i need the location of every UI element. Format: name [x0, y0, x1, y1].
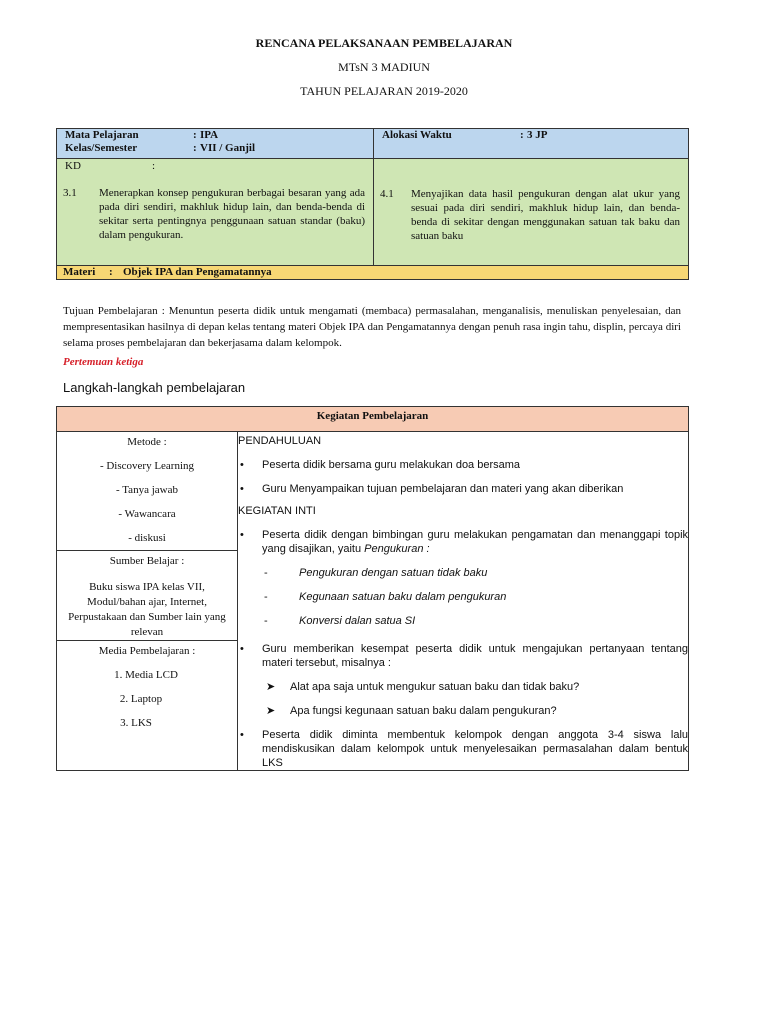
- inti-bullet-text: Peserta didik diminta membentuk kelompok dengan anggota 3-4 siswa lalu mendiskusikan dalam kelompok untuk menyelesaikan permasalahan dalam bentuk LKS: [262, 729, 689, 769]
- kegiatan-table: [56, 406, 689, 771]
- pendahuluan-bullet: Peserta didik bersama guru melakukan doa bersama: [262, 459, 521, 471]
- info-table: [56, 128, 689, 280]
- mapel-value: IPA: [200, 129, 219, 141]
- kd-left-number: 3.1: [63, 187, 77, 199]
- arrow-marker: ➤: [266, 681, 276, 693]
- alokasi-sep: :: [520, 129, 524, 141]
- inti-bullet-emphasis: Pengukuran :: [364, 543, 430, 555]
- bullet-marker: •: [240, 643, 244, 655]
- dash-marker: -: [264, 615, 268, 627]
- dash-marker: -: [264, 567, 268, 579]
- kd-label: KD: [65, 160, 81, 172]
- media-block: [57, 641, 237, 730]
- subject-cell: [57, 129, 374, 159]
- list-item: [238, 642, 688, 670]
- document-title: RENCANA PELAKSANAAN PEMBELAJARAN: [255, 36, 513, 50]
- kd-right-cell: [374, 159, 689, 266]
- left-column: [57, 432, 238, 771]
- list-item: [238, 704, 688, 718]
- kd-left-text: Menerapkan konsep pengukuran berbagai besaran yang ada pada diri sendiri, makhluk hidup lain, dan benda-benda di sekitar serta pentingnya penggunaan satuan standar (baku) dalam pengukuran.: [99, 187, 365, 241]
- dash-marker: -: [264, 591, 268, 603]
- metode-item: - diskusi: [128, 532, 166, 544]
- bullet-marker: •: [240, 729, 244, 741]
- metode-item: - Wawancara: [118, 508, 176, 520]
- inti-sub-item: Konversi dalan satua SI: [299, 615, 416, 627]
- materi-cell: [57, 266, 689, 280]
- metode-item: - Tanya jawab: [116, 484, 178, 496]
- time-cell: [374, 129, 689, 159]
- pendahuluan-bullet: Guru Menyampaikan tujuan pembelajaran dan materi yang akan diberikan: [262, 483, 624, 495]
- bullet-marker: •: [240, 529, 244, 541]
- media-item: 3. LKS: [120, 717, 152, 729]
- materi-sep: :: [109, 266, 113, 278]
- bullet-marker: •: [240, 459, 244, 471]
- list-item: [238, 482, 688, 496]
- inti-sub-item: Kegunaan satuan baku dalam pengukuran: [299, 591, 507, 603]
- pendahuluan-heading: PENDAHULUAN: [238, 435, 322, 447]
- materi-value: Objek IPA dan Pengamatannya: [123, 266, 272, 278]
- metode-block: [57, 432, 237, 551]
- metode-label: Metode :: [127, 436, 167, 448]
- kd-sep: :: [152, 160, 156, 172]
- inti-bullet-text: Peserta didik dengan bimbingan guru melakukan pengamatan dan menanggapi topik yang disajikan, yaitu: [262, 529, 689, 555]
- inti-heading: KEGIATAN INTI: [238, 505, 316, 517]
- kd-right-text: Menyajikan data hasil pengukuran dengan alat ukur yang sesuai pada diri sendiri, makhluk hidup lain, dan benda-benda di sekitar dengan menggunakan satuan tak baku dan satuan baku: [411, 188, 680, 242]
- langkah-heading: Langkah-langkah pembelajaran: [63, 380, 246, 395]
- pertemuan-heading: Pertemuan ketiga: [63, 356, 144, 368]
- mapel-sep: :: [193, 129, 197, 141]
- kd-right-number: 4.1: [380, 188, 394, 200]
- sumber-label: Sumber Belajar :: [109, 555, 185, 567]
- arrow-marker: ➤: [266, 705, 276, 717]
- kd-left-cell: [57, 159, 374, 266]
- list-item: [238, 728, 688, 770]
- list-item: [238, 528, 688, 556]
- media-item: 2. Laptop: [119, 693, 163, 705]
- tujuan-paragraph: Tujuan Pembelajaran : Menuntun peserta didik untuk mengamati (membaca) permasalahan, menganalisis, menuliskan penyelesaian, dan mempresentasikan hasilnya di depan kelas tentang materi Objek IPA dan Pengamatannya dengan penuh rasa ingin tahu, displin, percaya diri selama proses pembelajaran dan bekerjasama dalam kelompok.: [63, 305, 681, 349]
- inti-sub-item: Pengukuran dengan satuan tidak baku: [299, 567, 488, 579]
- media-label: Media Pembelajaran :: [98, 645, 196, 657]
- inti-question: Apa fungsi kegunaan satuan baku dalam pengukuran?: [290, 705, 557, 717]
- sumber-text: Buku siswa IPA kelas VII, Modul/bahan ajar, Internet, Perpustakaan dan Sumber lain yang relevan: [68, 581, 226, 638]
- list-item: [238, 458, 688, 472]
- right-column: [238, 432, 689, 771]
- sumber-block: [57, 551, 237, 641]
- bullet-marker: •: [240, 483, 244, 495]
- metode-item: - Discovery Learning: [99, 460, 195, 472]
- kelas-label: Kelas/Semester: [65, 142, 138, 154]
- mapel-label: Mata Pelajaran: [65, 129, 139, 141]
- kelas-sep: :: [193, 142, 197, 154]
- alokasi-value: 3 JP: [527, 129, 548, 141]
- list-item: [238, 614, 688, 628]
- kegiatan-title: Kegiatan Pembelajaran: [57, 407, 689, 432]
- inti-bullet-text: Guru memberikan kesempat peserta didik untuk mengajukan pertanyaan tentang materi tersebut, misalnya :: [262, 643, 689, 669]
- kelas-value: VII / Ganjil: [200, 142, 256, 154]
- media-item: 1. Media LCD: [114, 669, 178, 681]
- school-name: MTsN 3 MADIUN: [338, 60, 430, 74]
- list-item: [238, 566, 688, 580]
- alokasi-label: Alokasi Waktu: [382, 129, 452, 141]
- inti-question: Alat apa saja untuk mengukur satuan baku dan tidak baku?: [290, 681, 580, 693]
- list-item: [238, 680, 688, 694]
- list-item: [238, 590, 688, 604]
- materi-label: Materi: [63, 266, 96, 278]
- school-year: TAHUN PELAJARAN 2019-2020: [300, 84, 468, 98]
